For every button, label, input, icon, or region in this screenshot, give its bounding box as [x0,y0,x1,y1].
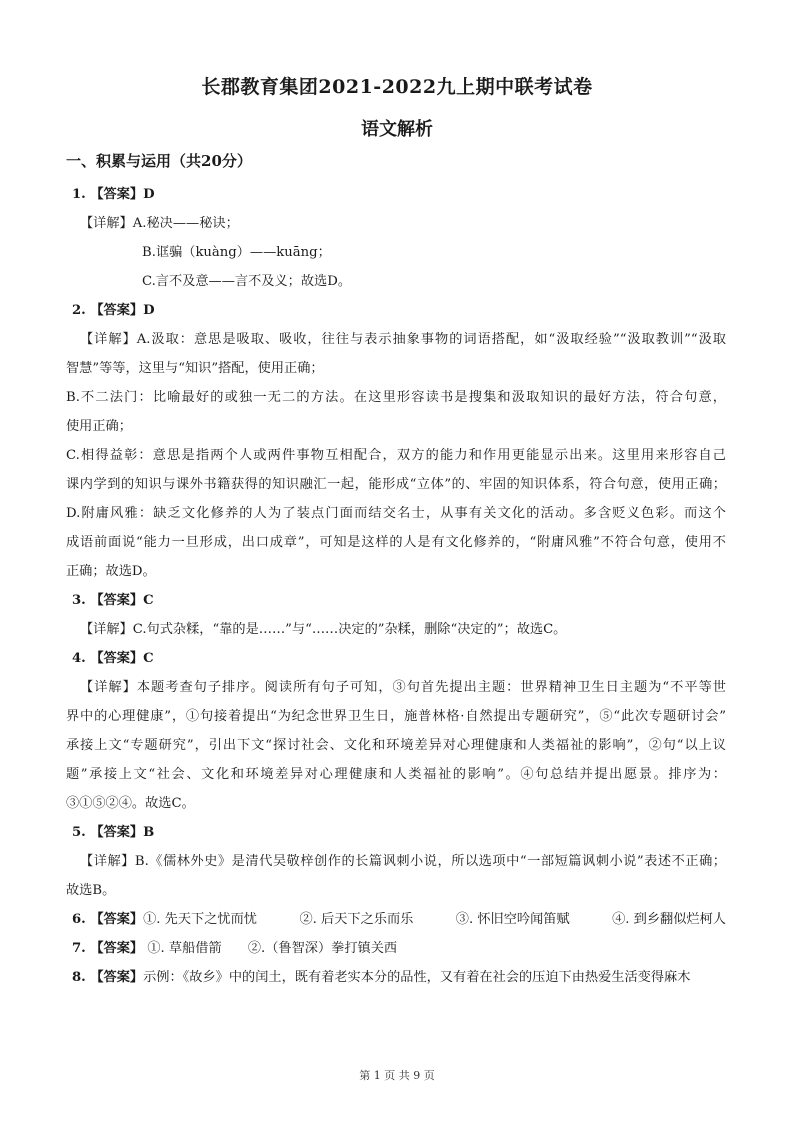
question-4-detail: 【详解】本题考查句子排序。阅读所有句子可知，③句首先提出主题：世界精神卫生日主题为“不平等世 [80,680,726,695]
question-2-detail: 成语前面说“能力一旦形成，出口成章”，可知是这样的人是有文化修养的，“附庸风雅”不符合句意，使用不 [66,535,726,550]
page-footer: 第 1 页 共 9 页 [359,1069,435,1082]
question-4-detail: 承接上文“专题研究”，引出下文“探讨社会、文化和环境差异对心理健康和人类福祉的影响”，②句“以上议 [66,738,726,753]
question-8-detail: 示例：《故乡》中的闰土，既有着老实本分的品性，又有着在社会的压迫下由热爱生活变得麻木 [143,970,691,985]
question-1-answer: 1. 【答案】D [72,187,155,202]
question-8-answer [72,963,726,992]
question-7-label: 7. 【答案】 [72,941,144,956]
answer-option: ①. 草船借箭 [147,941,222,956]
question-2-detail: 正确；故选D。 [66,564,156,579]
question-2-detail: 【详解】A.汲取：意思是吸取、吸收，往往与表示抽象事物的词语搭配，如“汲取经验”“汲取教训”“汲取 [80,332,726,347]
question-1-detail: C.言不及意——言不及义；故选D。 [142,274,352,289]
answer-option: ③. 怀旧空吟闻笛赋 [455,912,570,927]
answer-content [66,180,726,992]
question-8-label: 8. 【答案】 [72,970,144,985]
answer-option: ④. 到乡翻似烂柯人 [612,912,726,927]
question-2-detail: C.相得益彰：意思是指两个人或两件事物互相配合，双方的能力和作用更能显示出来。这里用来形容自己 [66,448,726,463]
question-5-detail: 【详解】B.《儒林外史》是清代吴敬梓创作的长篇讽刺小说，所以选项中“一部短篇讽刺小说”表述不正确； [80,854,726,869]
question-6-answer [72,905,726,934]
answer-option: ①. 先天下之忧而忧 [143,912,257,927]
question-2-detail: D.附庸风雅：缺乏文化修养的人为了装点门面而结交名士，从事有关文化的活动。多含贬义色彩。而这个 [66,506,726,521]
answer-option: ②.（鲁智深）拳打镇关西 [247,941,398,956]
document-title: 长郡教育集团2021-2022九上期中联考试卷 [201,76,593,98]
question-6-options [143,905,726,934]
question-3-answer: 3. 【答案】C [72,593,154,608]
question-4-answer: 4. 【答案】C [72,651,154,666]
question-5-detail: 故选B。 [66,883,116,898]
question-4-detail: 题”承接上文“社会、文化和环境差异对心理健康和人类福祉的影响”。④句总结并提出愿景。排序为： [66,767,726,782]
question-2-answer: 2. 【答案】D [72,303,155,318]
question-2-detail: 使用正确； [66,419,132,434]
question-5-answer: 5. 【答案】B [72,825,155,840]
question-2-detail: B.不二法门：比喻最好的或独一无二的方法。在这里形容读书是搜集和汲取知识的最好方法，符合句意， [66,390,726,405]
question-4-detail: 界中的心理健康”，①句接着提出“为纪念世界卫生日，施普林格·自然提出专题研究”，⑤“此次专题研讨会” [66,709,726,724]
question-1-detail: B.诓骗（kuàng）——kuāng； [142,245,331,260]
section-heading: 一、积累与运用（共20分） [66,152,252,170]
question-2-detail: 课内学到的知识与课外书籍获得的知识融汇一起，能形成“立体”的、牢固的知识体系，符合句意，使用正确； [66,477,726,492]
question-7-answer [72,934,726,963]
answer-option: ②. 后天下之乐而乐 [299,912,414,927]
question-6-label: 6. 【答案】 [72,912,144,927]
question-3-detail: 【详解】C.句式杂糅，“靠的是……”与“……决定的”杂糅，删除“决定的”；故选C。 [80,622,567,637]
question-1-detail: 【详解】A.秘决——秘诀； [80,216,239,231]
document-subtitle: 语文解析 [361,119,433,140]
question-2-detail: 智慧”等等，这里与“知识”搭配，使用正确； [66,361,324,376]
question-4-detail: ③①⑤②④。故选C。 [66,796,195,811]
